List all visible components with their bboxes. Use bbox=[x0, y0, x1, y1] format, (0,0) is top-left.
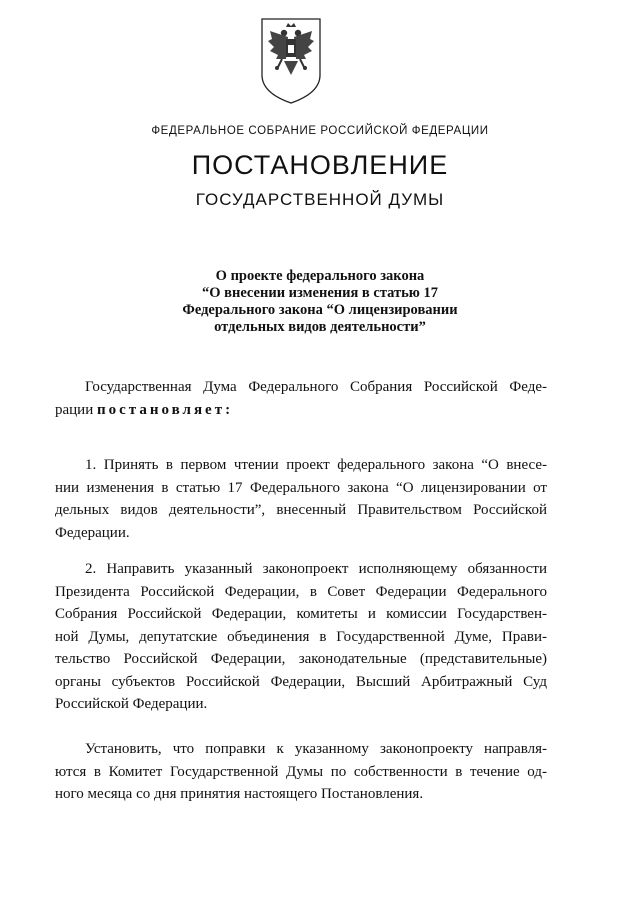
item-line: Собрания Российской Федерации, комитеты и комиссии Государствен- bbox=[55, 606, 547, 622]
document-title: ПОСТАНОВЛЕНИЕ bbox=[191, 150, 449, 180]
item-line: Федерации. bbox=[55, 524, 130, 541]
item-line: 2. Направить указанный законопроект исполняющему обязанности bbox=[85, 561, 547, 577]
item-line: 1. Принять в первом чтении проект федерального закона “О внесе- bbox=[85, 457, 547, 473]
subject-line: “О внесении изменения в статью 17 bbox=[201, 285, 438, 301]
document-subtitle: ГОСУДАРСТВЕННОЙ ДУМЫ bbox=[195, 190, 445, 209]
resolves-word: постановляет: bbox=[97, 401, 234, 418]
item-line: дельных видов деятельности”, внесенный Правительством Российской bbox=[55, 502, 547, 518]
preamble-line: Государственная Дума Федерального Собрания Российской Феде- bbox=[85, 379, 547, 395]
item-line: ются в Комитет Государственной Думы по собственности в течение од- bbox=[55, 763, 547, 780]
item-line: тельство Российской Федерации, законодательные (представительные) bbox=[55, 651, 547, 667]
item-line: органы субъектов Российской Федерации, Высший Арбитражный Суд bbox=[55, 673, 547, 690]
item-line: Установить, что поправки к указанному законопроекту направля- bbox=[85, 741, 547, 757]
subject-line: отдельных видов деятельности” bbox=[214, 319, 426, 335]
item-line: ной Думы, депутатские объединения в Государственной Думе, Прави- bbox=[55, 628, 547, 645]
item-1 bbox=[55, 454, 547, 544]
document-subject bbox=[0, 268, 640, 336]
item-line: нии изменения в статью 17 Федерального закона “О лицензировании от bbox=[55, 479, 547, 496]
preamble-text: рации bbox=[55, 401, 94, 418]
coat-of-arms-icon bbox=[258, 17, 324, 105]
preamble bbox=[55, 376, 547, 421]
item-line: Российской Федерации. bbox=[55, 696, 208, 712]
subject-line: Федерального закона “О лицензировании bbox=[182, 302, 458, 318]
item-2 bbox=[55, 558, 547, 716]
subject-line: О проекте федерального закона bbox=[215, 268, 425, 284]
item-3 bbox=[55, 738, 547, 806]
federal-assembly-heading: ФЕДЕРАЛЬНОЕ СОБРАНИЕ РОССИЙСКОЙ ФЕДЕРАЦИИ bbox=[151, 125, 489, 137]
item-line: ного месяца со дня принятия настоящего Постановления. bbox=[55, 786, 424, 802]
preamble-line bbox=[55, 399, 547, 422]
item-line: Президента Российской Федерации, в Совет Федерации Федерального bbox=[55, 583, 547, 600]
